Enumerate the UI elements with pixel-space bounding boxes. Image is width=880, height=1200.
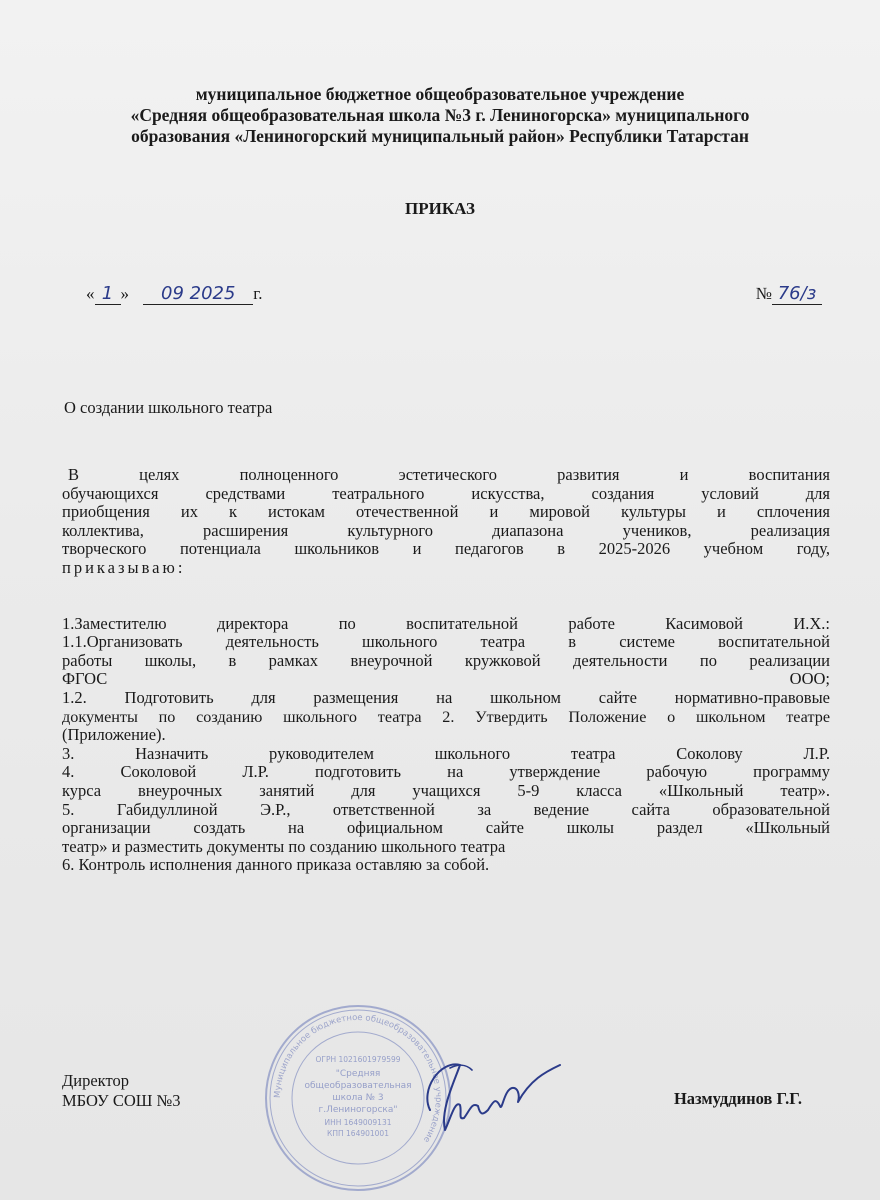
item-line: 5. Габидуллиной Э.Р., ответственной за ведение сайта образовательной [62, 799, 830, 819]
document-title: ПРИКАЗ [405, 199, 475, 218]
header-line-3: образования «Лениногорский муниципальный район» Республики Татарстан [131, 126, 749, 146]
number-value: 76/з [772, 283, 822, 305]
item-line: 1.Заместителю директора по воспитательной работе Касимовой И.Х.: [62, 613, 830, 633]
item-line: 3. Назначить руководителем школьного театра Соколову Л.Р. [62, 743, 830, 763]
item-line: организации создать на официальном сайте школы раздел «Школьный [62, 818, 830, 838]
item-line: 6. Контроль исполнения данного приказа оставляю за собой. [62, 855, 490, 875]
handwritten-signature [400, 1050, 570, 1140]
preamble-line: В целях полноценного эстетического развития и воспитания [68, 465, 830, 484]
date-day: 1 [95, 283, 121, 305]
order-body [62, 466, 830, 875]
signatory-name: Назмуддинов Г.Г. [673, 1089, 802, 1108]
item-line: курса внеурочных занятий для учащихся 5-9 класса «Школьный театр». [62, 780, 830, 800]
number-prefix: № [755, 284, 772, 303]
stamp-line: школа № 3 [332, 1093, 384, 1103]
signatory-position [62, 1071, 181, 1111]
item-line: ФГОС ООО; [62, 669, 830, 689]
stamp-line: "Средняя [335, 1069, 381, 1079]
position-line-2: МБОУ СОШ №3 [62, 1091, 181, 1110]
stamp-line: КПП 164901001 [327, 1129, 389, 1138]
date-suffix: г. [253, 284, 263, 303]
item-line: 1.2. Подготовить для размещения на школьном сайте нормативно-правовые [62, 687, 830, 707]
stamp-line: г.Лениногорска" [318, 1105, 398, 1115]
header-line-1: муниципальное бюджетное общеобразовательное учреждение [195, 84, 685, 104]
institution-header [0, 84, 880, 147]
item-line: 1.1.Организовать деятельность школьного театра в системе воспитательной [62, 632, 830, 652]
date-close-quote: » [120, 284, 129, 303]
preamble-line: обучающихся средствами театрального искусства, создания условий для [62, 483, 830, 503]
order-subject: О создании школьного театра [64, 398, 273, 417]
header-line-2: «Средняя общеобразовательная школа №3 г. Лениногорска» муниципального [130, 105, 750, 125]
stamp-ring-text: Муниципальное бюджетное общеобразовательное учреждение [272, 1012, 444, 1145]
stamp-line: ОГРН 1021601979599 [315, 1055, 401, 1064]
position-line-1: Директор [62, 1071, 129, 1090]
item-line: документы по созданию школьного театра 2. Утвердить Положение о школьном театре [62, 707, 830, 726]
preamble-line: коллектива, расширения культурного диапазона учеников, реализация [62, 520, 830, 540]
order-word: приказываю: [62, 557, 186, 577]
item-line: 4. Соколовой Л.Р. подготовить на утверждение рабочую программу [62, 762, 830, 782]
stamp-line: общеобразовательная [304, 1081, 412, 1091]
preamble-line: приобщения их к истокам отечественной и мировой культуры и сплочения [62, 502, 830, 522]
date-open-quote: « [86, 284, 95, 303]
stamp-line: ИНН 1649009131 [324, 1118, 392, 1127]
item-line: работы школы, в рамках внеурочной кружковой деятельности по реализации [62, 650, 830, 670]
order-date [86, 283, 263, 305]
order-number [756, 283, 822, 305]
item-line: театр» и разместить документы по созданию школьного театра [62, 836, 506, 856]
preamble-line: творческого потенциала школьников и педагогов в 2025-2026 учебном году, [62, 539, 830, 559]
item-line: (Приложение). [62, 725, 166, 745]
date-month-year: 09 2025 [143, 283, 253, 305]
